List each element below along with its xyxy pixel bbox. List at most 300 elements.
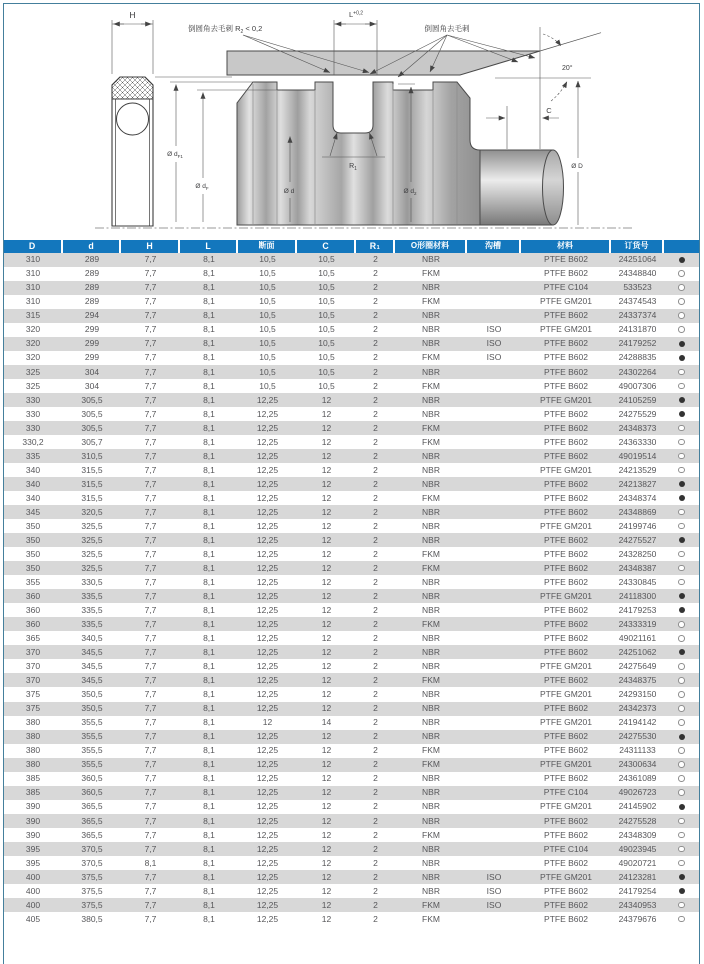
cell-H: 7,7 [144, 801, 157, 812]
cell-material: PTFE B602 [544, 450, 588, 461]
cell-H: 7,7 [144, 759, 157, 770]
cell-C: 12 [321, 647, 332, 658]
cell-d: 355,5 [81, 717, 103, 728]
dim-l-label: $L^{+0,2}$ [349, 10, 364, 19]
cell-R1: 2 [373, 422, 378, 433]
cell-groove [467, 533, 521, 547]
cell-L: 8,1 [203, 899, 215, 910]
cell-section: 12,25 [256, 899, 279, 910]
filled-dot-icon [679, 874, 685, 880]
seal-profile [112, 77, 153, 226]
stock-indicator [664, 337, 699, 351]
cell-section: 10,5 [259, 380, 276, 391]
cell-R1: 2 [373, 464, 378, 475]
cell-material: PTFE B602 [544, 478, 588, 489]
stock-indicator [664, 505, 699, 519]
cell-part-number: 24275530 [618, 731, 657, 742]
dim-dbig-label: Ø D [571, 163, 583, 170]
cell-C: 12 [321, 394, 332, 405]
cell-R1: 2 [373, 661, 378, 672]
cell-oring-material: FKM [422, 899, 440, 910]
cell-oring-material: NBR [422, 534, 440, 545]
cell-section: 12,25 [256, 450, 279, 461]
cell-d: 299 [84, 324, 100, 335]
dim-h-lines [112, 20, 153, 74]
stock-indicator [664, 856, 699, 870]
seal-cross-section-drawing [0, 0, 704, 240]
cell-R1: 2 [373, 605, 378, 616]
cell-material: PTFE GM201 [540, 661, 592, 672]
cell-groove [467, 772, 521, 786]
cell-L: 8,1 [203, 605, 215, 616]
cell-L: 8,1 [203, 254, 215, 265]
cell-C: 12 [321, 534, 332, 545]
cell-R1: 2 [373, 366, 378, 377]
cell-d: 335,5 [81, 619, 103, 630]
cell-part-number: 24333319 [618, 619, 657, 630]
stock-indicator [664, 575, 699, 589]
cell-C: 12 [321, 464, 332, 475]
table-row [3, 449, 700, 463]
cell-material: PTFE GM201 [540, 591, 592, 602]
table-row [3, 912, 700, 926]
cell-groove [467, 687, 521, 701]
cell-L: 8,1 [203, 759, 215, 770]
cell-oring-material: NBR [422, 801, 440, 812]
cell-d: 330,5 [81, 576, 103, 587]
cell-oring-material: NBR [422, 254, 440, 265]
cell-d: 375,5 [81, 885, 103, 896]
cell-part-number: 49023945 [618, 843, 657, 854]
cell-section: 12,25 [256, 591, 279, 602]
cell-D: 380 [25, 759, 41, 770]
cell-part-number: 24379676 [618, 913, 657, 924]
col-header-L: L [180, 240, 238, 253]
cell-material: PTFE B602 [544, 731, 588, 742]
cell-material: PTFE B602 [544, 534, 588, 545]
cell-part-number: 24251062 [618, 647, 657, 658]
cell-oring-material: NBR [422, 843, 440, 854]
cell-groove [467, 253, 521, 267]
cell-L: 8,1 [203, 352, 215, 363]
cell-d: 304 [84, 366, 100, 377]
cell-C: 14 [321, 717, 332, 728]
cell-C: 10,5 [318, 366, 335, 377]
cell-groove: ISO [486, 352, 502, 363]
cell-groove [467, 309, 521, 323]
cell-part-number: 24348374 [618, 492, 657, 503]
cell-L: 8,1 [203, 871, 215, 882]
table-row [3, 800, 700, 814]
cell-d: 335,5 [81, 605, 103, 616]
cell-part-number: 24348387 [618, 562, 657, 573]
cell-material: PTFE B602 [544, 422, 588, 433]
cylinder-bore-bar [227, 51, 540, 75]
cell-L: 8,1 [203, 338, 215, 349]
cell-part-number: 24348840 [618, 268, 657, 279]
stock-indicator [664, 547, 699, 561]
table-row [3, 519, 700, 533]
cell-oring-material: FKM [422, 562, 440, 573]
open-dot-icon [678, 789, 685, 796]
cell-oring-material: NBR [422, 310, 440, 321]
cell-oring-material: FKM [422, 268, 440, 279]
cell-part-number: 24328250 [618, 548, 657, 559]
cell-R1: 2 [373, 689, 378, 700]
cell-part-number: 24342373 [618, 703, 657, 714]
cell-groove: ISO [486, 338, 502, 349]
cell-section: 12,25 [256, 815, 279, 826]
cell-part-number: 24348373 [618, 422, 657, 433]
table-row [3, 659, 700, 673]
cell-H: 7,7 [144, 506, 157, 517]
cell-C: 12 [321, 633, 332, 644]
col-header-D: D [3, 240, 63, 253]
cell-groove [467, 631, 521, 645]
cell-D: 405 [25, 913, 41, 924]
cell-D: 400 [25, 871, 41, 882]
cell-groove [467, 421, 521, 435]
cell-groove [467, 828, 521, 842]
cell-L: 8,1 [203, 464, 215, 475]
cell-oring-material: FKM [422, 619, 440, 630]
cell-section: 12,25 [256, 605, 279, 616]
cell-part-number: 533523 [623, 282, 652, 293]
cell-groove [467, 463, 521, 477]
cell-oring-material: FKM [422, 492, 440, 503]
cell-H: 7,7 [144, 408, 157, 419]
cell-groove [467, 505, 521, 519]
cell-oring-material: NBR [422, 703, 440, 714]
cell-groove [467, 659, 521, 673]
cell-section: 12,25 [256, 689, 279, 700]
cell-R1: 2 [373, 619, 378, 630]
stock-indicator [664, 842, 699, 856]
filled-dot-icon [679, 355, 685, 361]
cell-H: 7,7 [144, 296, 157, 307]
cell-H: 7,7 [144, 366, 157, 377]
cell-R1: 2 [373, 534, 378, 545]
cell-H: 7,7 [144, 787, 157, 798]
cell-part-number: 24251064 [618, 254, 657, 265]
cell-C: 12 [321, 885, 332, 896]
cell-R1: 2 [373, 815, 378, 826]
cell-part-number: 24118300 [618, 591, 657, 602]
cell-material: PTFE C104 [543, 787, 589, 798]
cell-groove [467, 295, 521, 309]
cell-H: 7,7 [144, 773, 157, 784]
cell-groove [467, 477, 521, 491]
cell-oring-material: NBR [422, 520, 440, 531]
cell-d: 325,5 [81, 534, 103, 545]
rod-end-face [543, 150, 564, 225]
open-dot-icon [678, 691, 685, 698]
cell-D: 395 [25, 857, 41, 868]
stock-indicator [664, 870, 699, 884]
cell-D: 370 [25, 661, 41, 672]
cell-oring-material: NBR [422, 871, 440, 882]
cell-material: PTFE B602 [544, 380, 588, 391]
cell-D: 310 [25, 296, 41, 307]
cell-part-number: 24179254 [618, 885, 657, 896]
cell-D: 385 [25, 787, 41, 798]
table-row [3, 673, 700, 687]
table-row [3, 533, 700, 547]
cell-H: 7,7 [144, 885, 157, 896]
cell-material: PTFE B602 [544, 408, 588, 419]
deburr-note-right: 倒圆角去毛刺 [424, 24, 470, 33]
cell-H: 7,7 [144, 661, 157, 672]
cell-C: 12 [321, 422, 332, 433]
cell-section: 10,5 [259, 282, 276, 293]
cell-D: 370 [25, 647, 41, 658]
cell-R1: 2 [373, 408, 378, 419]
cell-groove [467, 744, 521, 758]
cell-section: 12 [262, 717, 273, 728]
cell-material: PTFE GM201 [540, 296, 592, 307]
cell-material: PTFE GM201 [540, 759, 592, 770]
cell-part-number: 49020721 [618, 857, 657, 868]
cell-section: 12,25 [256, 478, 279, 489]
cell-section: 12,25 [256, 759, 279, 770]
open-dot-icon [678, 761, 685, 768]
cell-C: 12 [321, 605, 332, 616]
table-row [3, 687, 700, 701]
cell-d: 325,5 [81, 520, 103, 531]
cell-C: 12 [321, 576, 332, 587]
cell-R1: 2 [373, 913, 378, 924]
ptfe-cap-hatch [112, 77, 153, 99]
technical-drawing [0, 0, 704, 240]
cell-groove [467, 365, 521, 379]
cell-C: 12 [321, 591, 332, 602]
cell-groove [467, 814, 521, 828]
cell-H: 7,7 [144, 338, 157, 349]
table-header-row [3, 240, 700, 253]
stock-indicator [664, 744, 699, 758]
cell-L: 8,1 [203, 745, 215, 756]
cell-section: 12,25 [256, 534, 279, 545]
filled-dot-icon [679, 888, 685, 894]
cell-material: PTFE B602 [544, 352, 588, 363]
cell-D: 345 [25, 506, 41, 517]
cell-part-number: 24293150 [618, 689, 657, 700]
cell-oring-material: FKM [422, 759, 440, 770]
cell-part-number: 49019514 [618, 450, 657, 461]
table-row [3, 281, 700, 295]
cell-L: 8,1 [203, 562, 215, 573]
cell-C: 10,5 [318, 324, 335, 335]
cell-section: 10,5 [259, 296, 276, 307]
table-row [3, 730, 700, 744]
open-dot-icon [678, 509, 685, 516]
cell-oring-material: NBR [422, 450, 440, 461]
table-row [3, 421, 700, 435]
cell-R1: 2 [373, 787, 378, 798]
stock-indicator [664, 912, 699, 926]
filled-dot-icon [679, 734, 685, 740]
cell-section: 12,25 [256, 464, 279, 475]
cell-H: 7,7 [144, 422, 157, 433]
cell-D: 340 [25, 464, 41, 475]
cell-part-number: 24123281 [618, 871, 657, 882]
cell-part-number: 24145902 [618, 801, 657, 812]
cell-material: PTFE B602 [544, 647, 588, 658]
stock-indicator [664, 645, 699, 659]
cell-groove [467, 547, 521, 561]
table-row [3, 463, 700, 477]
table-row [3, 267, 700, 281]
stock-indicator [664, 421, 699, 435]
open-dot-icon [678, 439, 685, 446]
table-row [3, 772, 700, 786]
cell-D: 310 [25, 282, 41, 293]
cell-d: 289 [84, 296, 100, 307]
cell-groove [467, 645, 521, 659]
cell-R1: 2 [373, 310, 378, 321]
cell-C: 12 [321, 562, 332, 573]
cell-material: PTFE B602 [544, 506, 588, 517]
stock-indicator [664, 758, 699, 772]
table-row [3, 870, 700, 884]
stock-indicator [664, 898, 699, 912]
cell-R1: 2 [373, 871, 378, 882]
cell-L: 8,1 [203, 436, 215, 447]
cell-D: 335 [25, 450, 41, 461]
cell-section: 12,25 [256, 619, 279, 630]
cell-d: 325,5 [81, 548, 103, 559]
stock-indicator [664, 407, 699, 421]
open-dot-icon [678, 818, 685, 825]
cell-section: 10,5 [259, 268, 276, 279]
cell-L: 8,1 [203, 731, 215, 742]
cell-oring-material: NBR [422, 576, 440, 587]
cell-groove [467, 730, 521, 744]
cell-oring-material: FKM [422, 352, 440, 363]
deburr-note-left: 倒圆角去毛刺 $R_2 < 0,2$ [188, 24, 263, 35]
cell-material: PTFE B602 [544, 619, 588, 630]
cell-R1: 2 [373, 703, 378, 714]
cell-oring-material: FKM [422, 675, 440, 686]
cell-L: 8,1 [203, 408, 215, 419]
cell-R1: 2 [373, 324, 378, 335]
cell-D: 340 [25, 478, 41, 489]
cell-C: 10,5 [318, 254, 335, 265]
stock-indicator [664, 491, 699, 505]
cell-C: 10,5 [318, 268, 335, 279]
cell-material: PTFE GM201 [540, 717, 592, 728]
cell-H: 7,7 [144, 324, 157, 335]
cell-d: 315,5 [81, 478, 103, 489]
cell-H: 7,7 [144, 548, 157, 559]
cell-section: 12,25 [256, 913, 279, 924]
cell-material: PTFE B602 [544, 605, 588, 616]
table-row [3, 323, 700, 337]
table-row [3, 786, 700, 800]
dim-df-label: Ø $d_F$ [195, 183, 209, 191]
filled-dot-icon [679, 397, 685, 403]
cell-groove [467, 603, 521, 617]
cell-d: 375,5 [81, 871, 103, 882]
table-row [3, 828, 700, 842]
cell-part-number: 24340953 [618, 899, 657, 910]
cell-L: 8,1 [203, 703, 215, 714]
cell-d: 350,5 [81, 703, 103, 714]
cell-d: 289 [84, 268, 100, 279]
cell-H: 7,7 [144, 394, 157, 405]
cell-groove [467, 519, 521, 533]
cell-L: 8,1 [203, 661, 215, 672]
cell-H: 7,7 [144, 605, 157, 616]
dim-h-label: H [129, 10, 136, 20]
cell-section: 10,5 [259, 254, 276, 265]
cell-oring-material: FKM [422, 913, 440, 924]
cell-oring-material: FKM [422, 296, 440, 307]
filled-dot-icon [679, 481, 685, 487]
filled-dot-icon [679, 495, 685, 501]
cell-R1: 2 [373, 759, 378, 770]
cell-d: 310,5 [81, 450, 103, 461]
cell-C: 10,5 [318, 380, 335, 391]
cell-section: 10,5 [259, 338, 276, 349]
cell-C: 12 [321, 759, 332, 770]
cell-oring-material: NBR [422, 773, 440, 784]
cell-groove: ISO [486, 885, 502, 896]
cell-R1: 2 [373, 562, 378, 573]
table-row [3, 253, 700, 267]
cell-C: 10,5 [318, 296, 335, 307]
cell-R1: 2 [373, 857, 378, 868]
cell-L: 8,1 [203, 520, 215, 531]
cell-groove: ISO [486, 871, 502, 882]
cell-H: 7,7 [144, 254, 157, 265]
cell-part-number: 24179252 [618, 338, 657, 349]
stock-indicator [664, 449, 699, 463]
open-dot-icon [678, 425, 685, 432]
cell-section: 12,25 [256, 745, 279, 756]
open-dot-icon [678, 312, 685, 319]
cell-d: 335,5 [81, 591, 103, 602]
cell-L: 8,1 [203, 324, 215, 335]
cell-material: PTFE GM201 [540, 520, 592, 531]
cell-groove [467, 716, 521, 730]
open-dot-icon [678, 579, 685, 586]
cell-d: 355,5 [81, 731, 103, 742]
cell-L: 8,1 [203, 829, 215, 840]
cell-d: 294 [84, 310, 100, 321]
stock-indicator [664, 309, 699, 323]
cell-section: 12,25 [256, 633, 279, 644]
cell-D: 340 [25, 492, 41, 503]
cell-d: 355,5 [81, 745, 103, 756]
cell-D: 320 [25, 324, 41, 335]
cell-section: 12,25 [256, 548, 279, 559]
cell-L: 8,1 [203, 801, 215, 812]
cell-section: 12,25 [256, 871, 279, 882]
cell-groove [467, 702, 521, 716]
cell-D: 385 [25, 773, 41, 784]
cell-C: 12 [321, 745, 332, 756]
filled-dot-icon [679, 593, 685, 599]
cell-D: 360 [25, 619, 41, 630]
table-row [3, 842, 700, 856]
cell-L: 8,1 [203, 633, 215, 644]
stock-indicator [664, 519, 699, 533]
cell-part-number: 24275649 [618, 661, 657, 672]
open-dot-icon [678, 453, 685, 460]
cell-H: 7,7 [144, 689, 157, 700]
cell-C: 12 [321, 675, 332, 686]
